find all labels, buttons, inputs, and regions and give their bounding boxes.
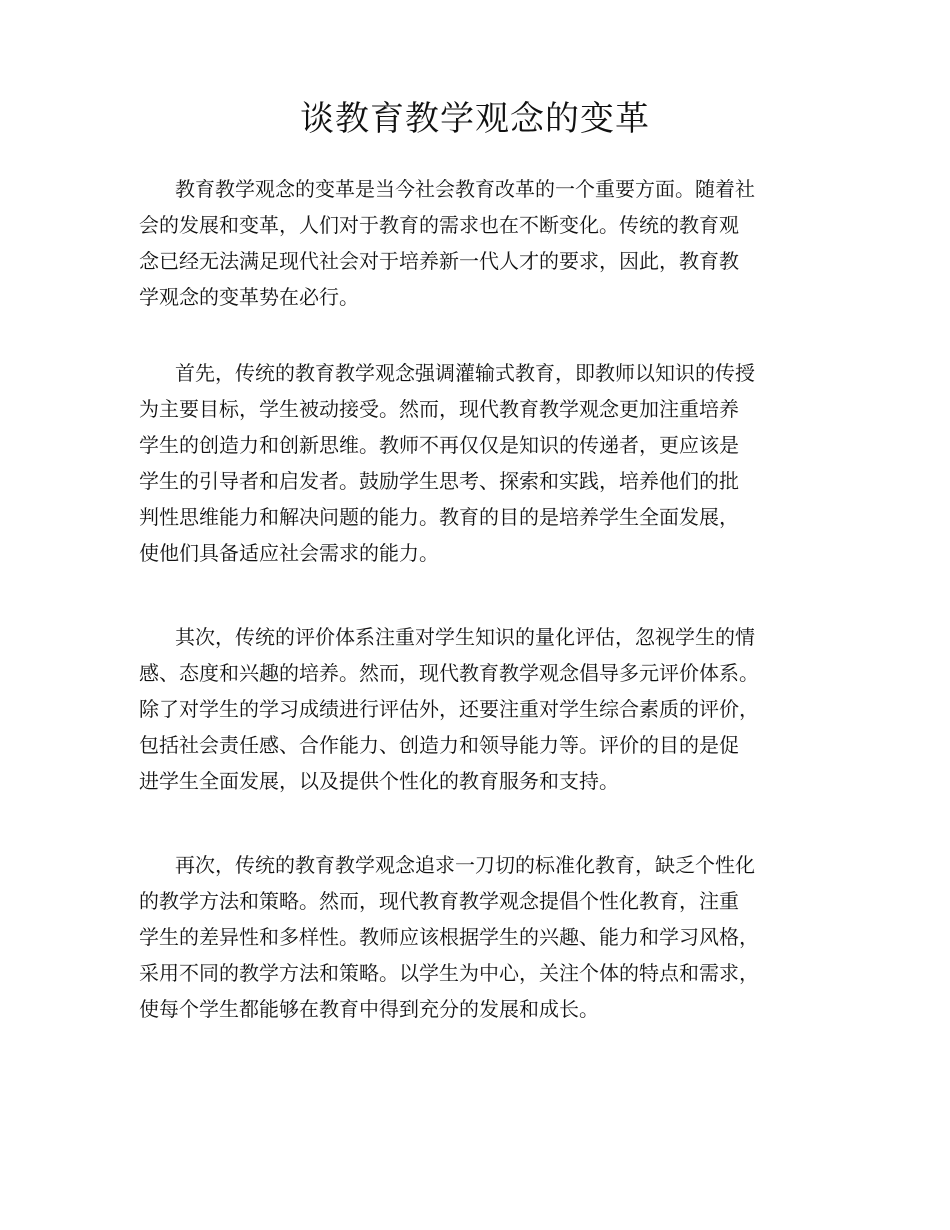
paragraph-line: 学生的引导者和启发者。鼓励学生思考、探索和实践，培养他们的批: [139, 469, 739, 493]
paragraph-line: 再次，传统的教育教学观念追求一刀切的标准化教育，缺乏个性化: [175, 853, 755, 877]
paragraph-line: 判性思维能力和解决问题的能力。教育的目的是培养学生全面发展，: [139, 505, 739, 529]
document-title: 谈教育教学观念的变革: [300, 99, 650, 139]
paragraph-line: 的教学方法和策略。然而，现代教育教学观念提倡个性化教育，注重: [139, 889, 739, 913]
paragraph-line: 学观念的变革势在必行。: [139, 285, 359, 309]
paragraph-line: 会的发展和变革，人们对于教育的需求也在不断变化。传统的教育观: [139, 213, 739, 237]
paragraph-line: 使他们具备适应社会需求的能力。: [139, 541, 439, 565]
paragraph-line: 学生的差异性和多样性。教师应该根据学生的兴趣、能力和学习风格，: [139, 925, 759, 949]
paragraph-line: 为主要目标，学生被动接受。然而，现代教育教学观念更加注重培养: [139, 397, 739, 421]
paragraph-2: [139, 355, 839, 571]
paragraph-4: [139, 847, 839, 1027]
paragraph-line: 进学生全面发展，以及提供个性化的教育服务和支持。: [139, 769, 619, 793]
paragraph-line: 其次，传统的评价体系注重对学生知识的量化评估，忽视学生的情: [175, 625, 755, 649]
paragraph-line: 学生的创造力和创新思维。教师不再仅仅是知识的传递者，更应该是: [139, 433, 739, 457]
paragraph-1: [139, 171, 839, 315]
paragraph-line: 使每个学生都能够在教育中得到充分的发展和成长。: [139, 997, 599, 1021]
paragraph-3: [139, 619, 839, 799]
paragraph-line: 包括社会责任感、合作能力、创造力和领导能力等。评价的目的是促: [139, 733, 739, 757]
paragraph-line: 教育教学观念的变革是当今社会教育改革的一个重要方面。随着社: [175, 177, 755, 201]
paragraph-line: 首先，传统的教育教学观念强调灌输式教育，即教师以知识的传授: [175, 361, 755, 385]
paragraph-line: 感、态度和兴趣的培养。然而，现代教育教学观念倡导多元评价体系。: [139, 661, 759, 685]
paragraph-line: 念已经无法满足现代社会对于培养新一代人才的要求，因此，教育教: [139, 249, 739, 273]
paragraph-line: 采用不同的教学方法和策略。以学生为中心，关注个体的特点和需求，: [139, 961, 759, 985]
paragraph-line: 除了对学生的学习成绩进行评估外，还要注重对学生综合素质的评价，: [139, 697, 759, 721]
